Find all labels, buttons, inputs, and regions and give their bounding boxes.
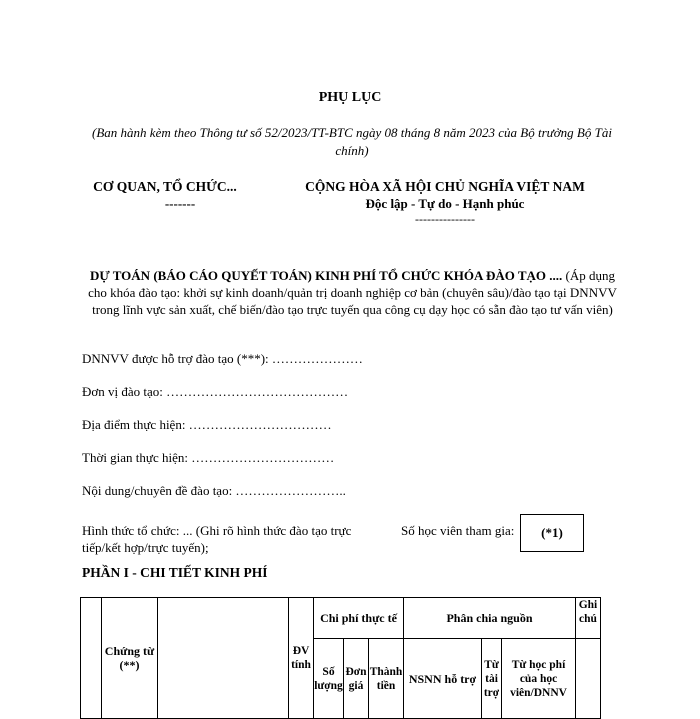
col-nsnn: NSNN hỗ trợ xyxy=(404,639,482,719)
col-tu-tai-tro: Từ tài trợ xyxy=(482,639,502,719)
document-heading xyxy=(80,267,625,318)
col-noi-dung xyxy=(158,598,289,719)
students-value-box[interactable]: (*1) xyxy=(520,514,584,552)
org-name: CƠ QUAN, TỔ CHỨC... xyxy=(93,179,237,194)
col-thanh-tien: Thành tiền xyxy=(369,639,404,719)
group-chi-phi-thuc-te: Chi phí thực tế xyxy=(314,598,404,639)
col-ghi-chu: Ghi chú xyxy=(576,598,601,639)
motto-divider: --------------- xyxy=(415,212,475,226)
field-dnnvv[interactable]: DNNVV được hỗ trợ đào tạo (***): ………………… xyxy=(82,351,363,366)
col-dv-tinh: ĐV tính xyxy=(289,598,314,719)
field-training-unit[interactable]: Đơn vị đào tạo: …………………………………… xyxy=(82,384,349,399)
document-heading-main: DỰ TOÁN (BÁO CÁO QUYẾT TOÁN) KINH PHÍ TỔ CHỨC KHÓA ĐÀO TẠO .... xyxy=(90,268,563,283)
part1-title: PHẦN I - CHI TIẾT KINH PHÍ xyxy=(82,565,268,580)
col-chung-tu: Chứng từ (**) xyxy=(102,598,158,719)
org-divider: ------- xyxy=(164,196,196,211)
students-label: Số học viên tham gia: xyxy=(401,523,515,538)
appendix-title: PHỤ LỤC xyxy=(318,90,382,105)
group-phan-chia-nguon: Phân chia nguồn xyxy=(404,598,576,639)
cost-table xyxy=(80,597,601,719)
field-training-form[interactable]: Hình thức tổ chức: ... (Ghi rõ hình thức đào tạo trực tiếp/kết hợp/trực tuyến); xyxy=(82,523,352,555)
col-so-luong: Số lượng xyxy=(314,639,344,719)
field-location[interactable]: Địa điểm thực hiện: …………………………… xyxy=(82,417,332,432)
national-motto: Độc lập - Tự do - Hạnh phúc xyxy=(365,196,525,211)
col-ghi-chu-sub xyxy=(576,639,601,719)
field-time[interactable]: Thời gian thực hiện: …………………………… xyxy=(82,450,335,465)
field-content[interactable]: Nội dung/chuyên đề đào tạo: …………………….. xyxy=(82,483,346,498)
republic-name: CỘNG HÒA XÃ HỘI CHỦ NGHĨA VIỆT NAM xyxy=(305,179,585,194)
col-don-gia: Đơn giá xyxy=(344,639,369,719)
document-heading-scope: (Áp dụng cho khóa đào tạo: khởi sự kinh doanh/quản trị doanh nghiệp cơ bản (chuyên sâu)/đào tạo tại DNNVV trong lĩnh vực sản xuất, chế biến/đào tạo trực tuyến qua công cụ dạy học có sẵn đào tạo tư vấn viên) xyxy=(88,268,617,317)
appendix-subtitle: (Ban hành kèm theo Thông tư số 52/2023/TT-BTC ngày 08 tháng 8 năm 2023 của Bộ trưởng Bộ Tài chính) xyxy=(92,125,612,158)
col-stt xyxy=(81,598,102,719)
col-hoc-phi: Từ học phí của học viên/DNNV xyxy=(502,639,576,719)
